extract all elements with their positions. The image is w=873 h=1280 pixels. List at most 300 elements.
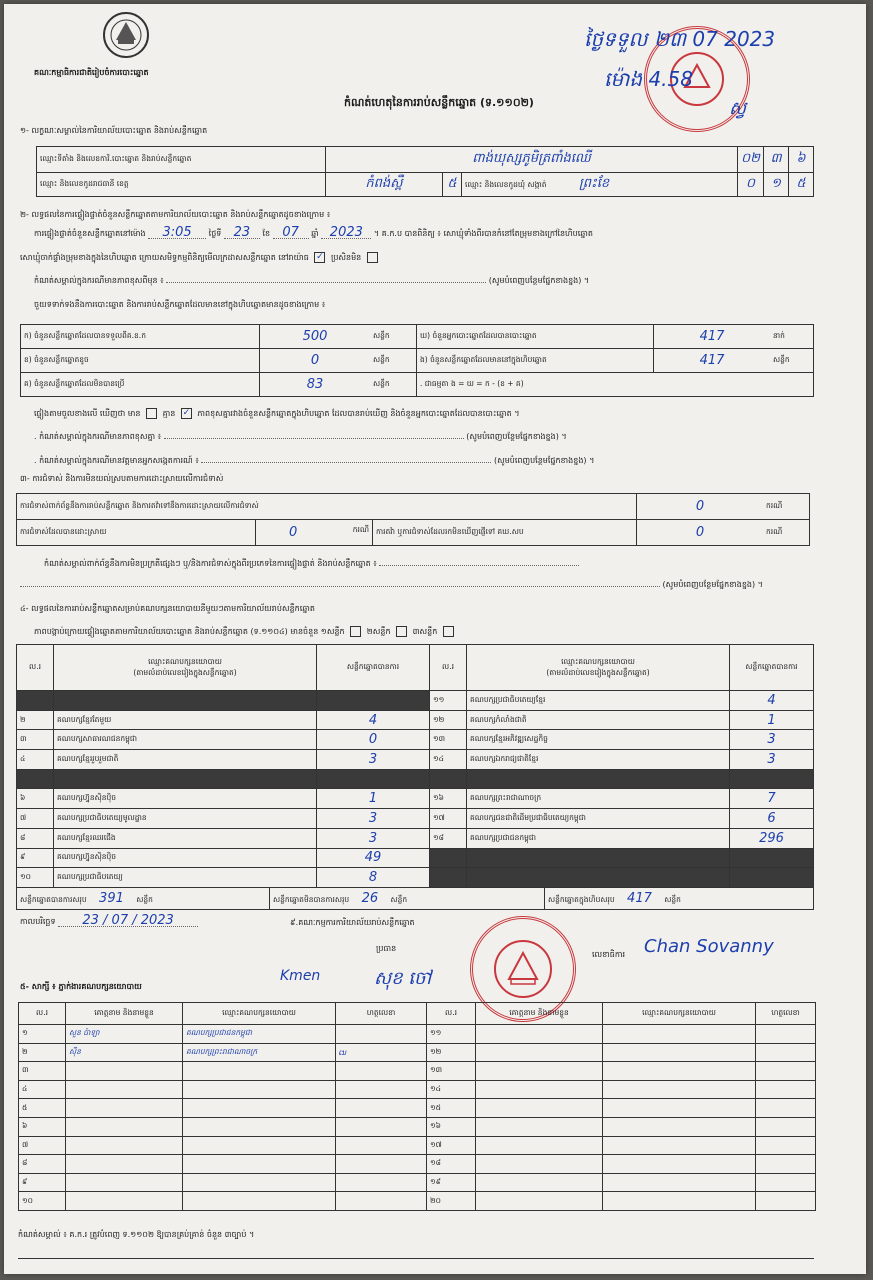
month-label: ខែ xyxy=(262,229,271,238)
witness-party-right xyxy=(603,1099,756,1118)
party-name-left: គណបក្សខ្មែរឈរជើង xyxy=(54,828,317,848)
witness-party-left: គណបក្សប្រជាជនកម្ពុជា xyxy=(183,1025,336,1044)
party-votes-left: 8 xyxy=(317,868,430,888)
witness-row xyxy=(19,1192,816,1211)
witness-party-left xyxy=(183,1136,336,1155)
witness-no-left: ១០ xyxy=(19,1192,66,1211)
witness-sig-left xyxy=(336,1192,427,1211)
count-e-unit: សន្លឹក xyxy=(770,349,814,373)
party-no-left: ៤ xyxy=(17,750,54,770)
witness-name-left xyxy=(66,1173,183,1192)
witness-col-sig-left: ហត្ថលេខា xyxy=(336,1003,427,1025)
party-votes-right: 1 xyxy=(730,710,814,730)
party-votes-right: 3 xyxy=(730,750,814,770)
complaints-label: ការជំទាស់ពាក់ព័ន្ធនឹងការរាប់សន្លឹកឆ្នោត និងការតវ៉ាទៅនឹងការដោះស្រាយលើការជំទាស់ xyxy=(17,494,637,520)
count-c-value: 83 xyxy=(260,373,371,397)
witness-name-right xyxy=(476,1192,603,1211)
witness-party-left xyxy=(183,1062,336,1081)
total-all-cell xyxy=(545,888,814,910)
date-line xyxy=(20,913,198,928)
witness-party-right xyxy=(603,1173,756,1192)
party-name-right xyxy=(467,868,730,888)
witness-no-right: ១៣ xyxy=(427,1062,476,1081)
witness-sig-right xyxy=(756,1117,816,1136)
col-party-left xyxy=(54,645,317,691)
year-label: ឆ្នាំ xyxy=(311,229,319,238)
chair-signature: សុខ ចៅ xyxy=(374,968,432,989)
witness-no-right: ១៦ xyxy=(427,1117,476,1136)
total-invalid-label: សន្លឹកឆ្នោតមិនបានការសរុប xyxy=(273,895,350,904)
col-no-left: ល.រ xyxy=(17,645,54,691)
party-no-left xyxy=(17,769,54,789)
difference-note-label: កំណត់សម្គាល់ក្នុងករណីមានភាពខុសពីមុន ៖ xyxy=(34,276,164,285)
section4-title: ៤- លទ្ធផលនៃការរាប់សន្លឹកឆ្នោតសម្រាប់គណបក្សនយោបាយនីមួយៗតាមការិយាល័យរាប់សន្លឹកឆ្នោត xyxy=(20,604,315,613)
party-no-right: ១៦ xyxy=(430,789,467,809)
count-b-label: ខ) ចំនួនសន្លឹកឆ្នោតខូច xyxy=(21,349,260,373)
party-name-right: គណបក្សព្រះរាជាណាចក្រ xyxy=(467,789,730,809)
attachment-3-checkbox[interactable] xyxy=(443,626,454,637)
party-votes-right: 3 xyxy=(730,730,814,750)
witness-no-left: ៨ xyxy=(19,1155,66,1174)
party-name-right: គណបក្សខ្មែរអភិវឌ្ឍសេដ្ឋកិច្ច xyxy=(467,730,730,750)
total-all-value: 417 xyxy=(627,891,652,906)
verification-year: 2023 xyxy=(321,228,371,239)
province-label: ឈ្មោះ និងលេខកូដរាជធានី ខេត្ត xyxy=(37,173,326,197)
ballot-difference-line xyxy=(34,408,854,419)
party-row xyxy=(17,789,814,809)
seal-not-ok-label: ប្រសិនមិន xyxy=(330,253,362,262)
party-votes-right: 4 xyxy=(730,691,814,711)
count-d-value: 417 xyxy=(654,325,771,349)
party-name-right: គណបក្សប្រជាជនកម្ពុជា xyxy=(467,828,730,848)
party-row xyxy=(17,868,814,888)
witness-col-sig-right: ហត្ថលេខា xyxy=(756,1003,816,1025)
witness-no-right: ១៩ xyxy=(427,1173,476,1192)
witness-row xyxy=(19,1080,816,1099)
total-all-label: សន្លឹកឆ្នោតក្នុងហិបសរុប xyxy=(548,895,615,904)
section5-title: ៥- សាក្សី ៖ ភ្នាក់ងារគណបក្សនយោបាយ xyxy=(20,982,142,991)
witness-no-left: ៦ xyxy=(19,1117,66,1136)
witness-no-right: ១១ xyxy=(427,1025,476,1044)
count-e-value: 417 xyxy=(654,349,771,373)
witness-no-right: ១៥ xyxy=(427,1099,476,1118)
party-votes-right: 296 xyxy=(730,828,814,848)
witness-row xyxy=(19,1155,816,1174)
party-name-left: គណបក្សប្រជាធិបតេយ្យ xyxy=(54,868,317,888)
resolved-label: ការជំទាស់ដែលបានដោះស្រាយ xyxy=(17,520,256,546)
witness-name-right xyxy=(476,1062,603,1081)
verification-time: 3:05 xyxy=(148,228,206,239)
commune-cell xyxy=(462,173,738,197)
witness-party-right xyxy=(603,1155,756,1174)
col-party-right xyxy=(467,645,730,691)
party-no-left xyxy=(17,691,54,711)
witness-table xyxy=(18,1002,816,1211)
witness-sig-left: ເນ xyxy=(336,1043,427,1062)
verification-prefix: ការផ្ទៀងផ្ទាត់ចំនួនសន្លឹកឆ្នោតនៅម៉ោង xyxy=(34,229,146,238)
count-a-value: 500 xyxy=(260,325,371,349)
witness-no-right: ១៨ xyxy=(427,1155,476,1174)
party-row xyxy=(17,769,814,789)
witness-no-left: ១ xyxy=(19,1025,66,1044)
committee-label: ៩.គណៈកម្មការការិយាល័យរាប់សន្លឹកឆ្នោត xyxy=(290,918,415,927)
count-e-label: ង) ចំនួនសន្លឹកឆ្នោតដែលមាននៅក្នុងហិបឆ្នោត xyxy=(417,349,654,373)
col-votes-left: សន្លឹកឆ្នោតបានការ xyxy=(317,645,430,691)
commune-code-2: ១ xyxy=(764,173,789,197)
forwarded-value: 0 xyxy=(637,520,764,546)
witness-party-left xyxy=(183,1099,336,1118)
witness-sig-left xyxy=(336,1025,427,1044)
difference-no-checkbox[interactable]: ✓ xyxy=(182,408,191,418)
count-d-unit: នាក់ xyxy=(770,325,814,349)
commune-code-3: ៥ xyxy=(789,173,814,197)
witness-name-right xyxy=(476,1025,603,1044)
party-row xyxy=(17,730,814,750)
difference-explain-line xyxy=(34,432,834,442)
party-no-left: ៧ xyxy=(17,809,54,829)
witness-no-right: ១២ xyxy=(427,1043,476,1062)
party-no-right: ១៣ xyxy=(430,730,467,750)
witness-name-left: សួន ប៉ាឡា xyxy=(66,1025,183,1044)
witness-col-no-left: ល.រ xyxy=(19,1003,66,1025)
received-time: ម៉ោង 4.58 xyxy=(604,67,693,91)
witness-col-name-right: គោត្តនាម និងនាមខ្លួន xyxy=(476,1003,603,1025)
party-name-left xyxy=(54,691,317,711)
party-no-left: ៣ xyxy=(17,730,54,750)
party-name-left: គណបក្សសាធារណជនកម្ពុជា xyxy=(54,730,317,750)
witness-name-right xyxy=(476,1173,603,1192)
witness-no-right: ២០ xyxy=(427,1192,476,1211)
party-no-right: ១៨ xyxy=(430,828,467,848)
witness-no-left: ៤ xyxy=(19,1080,66,1099)
witness-no-left: ៩ xyxy=(19,1173,66,1192)
attachment-text: ភាពបង្កាប់ក្រោយផ្ទៀងឆ្នោតតាមការិយាល័យបោះឆ្នោត និងរាប់សន្លឹកឆ្នោត (ទ.១១០៤) មានចំនួន ១សន្លឹក xyxy=(34,627,345,636)
difference-no-label: គ្មាន xyxy=(162,409,176,418)
party-no-left: ៩ xyxy=(17,848,54,868)
witness-no-right: ១៤ xyxy=(427,1080,476,1099)
footer-rule xyxy=(18,1258,814,1259)
observer-note-line xyxy=(34,456,834,466)
witness-party-right xyxy=(603,1025,756,1044)
location-label: ឈ្មោះទីតាំង និងលេខការិ.បោះឆ្នោត និងរាប់សន្លឹកឆ្នោត xyxy=(37,147,326,173)
party-name-right: គណបក្សឯករាជ្យជាតិខ្មែរ xyxy=(467,750,730,770)
form-title: កំណត់ហេតុនៃការរាប់សន្លឹកឆ្នោត (ទ.១១០២) xyxy=(344,96,534,109)
witness-sig-right xyxy=(756,1099,816,1118)
location-digit-1: ០២ xyxy=(737,147,763,173)
party-votes-right xyxy=(730,868,814,888)
witness-name-left xyxy=(66,1192,183,1211)
party-votes-right: 7 xyxy=(730,789,814,809)
first-signature: Kmen xyxy=(280,968,321,984)
location-digit-2: ៣ xyxy=(764,147,789,173)
org-name: គណៈកម្មាធិការជាតិរៀបចំការបោះឆ្នោត xyxy=(34,68,149,77)
witness-sig-right xyxy=(756,1155,816,1174)
witness-sig-left xyxy=(336,1062,427,1081)
footer-note: កំណត់សម្គាល់ ៖ គ.ក.រ ត្រូវបំពេញ ទ.១១០២ ឱ្យបានគ្រប់គ្រាន់ ចំនួន ៣ច្បាប់ ។ xyxy=(18,1230,255,1239)
witness-body xyxy=(19,1025,816,1211)
party-no-left: ២ xyxy=(17,710,54,730)
witness-name-left xyxy=(66,1080,183,1099)
total-invalid-value: 26 xyxy=(361,891,379,906)
party-votes-left xyxy=(317,691,430,711)
resolved-value: 0 xyxy=(289,525,298,540)
difference-note-hint: (សូមបំពេញបន្ថែមផ្នែកខាងខ្នង) ។ xyxy=(488,276,590,285)
count-d-label: ឃ) ចំនួនអ្នកបោះឆ្នោតដែលបានបោះឆ្នោត xyxy=(417,325,654,349)
attachment-3-label: ៣សន្លឹក xyxy=(412,627,438,636)
party-name-right: គណបក្សប្រជាធិបតេយ្យខ្មែរ xyxy=(467,691,730,711)
witness-name-right xyxy=(476,1155,603,1174)
witness-row xyxy=(19,1043,816,1062)
province-value: កំពង់ស្ពឺ xyxy=(326,173,443,197)
party-row xyxy=(17,809,814,829)
secretary-signature: Chan Sovanny xyxy=(644,936,774,957)
complaints-value: 0 xyxy=(637,494,764,520)
witness-sig-left xyxy=(336,1080,427,1099)
total-valid-label: សន្លឹកឆ្នោតបានការសរុប xyxy=(20,895,87,904)
witness-row xyxy=(19,1117,816,1136)
date-value: 23 / 07 / 2023 xyxy=(58,916,198,927)
witness-col-party-right: ឈ្មោះគណបក្សនយោបាយ xyxy=(603,1003,756,1025)
witness-party-right xyxy=(603,1080,756,1099)
party-name-left: គណបក្សប្រជាធិបតេយ្យមូលដ្ឋាន xyxy=(54,809,317,829)
witness-name-right xyxy=(476,1099,603,1118)
difference-explain-label: . កំណត់សម្គាល់ក្នុងករណីមានភាពខុសគ្នា ៖ xyxy=(34,432,162,441)
witness-no-left: ៧ xyxy=(19,1136,66,1155)
witness-sig-right xyxy=(756,1043,816,1062)
witness-name-right xyxy=(476,1080,603,1099)
witness-name-right xyxy=(476,1136,603,1155)
party-name-left: គណបក្សហ្វ៊ុនស៊ិនប៉ិច xyxy=(54,789,317,809)
col-party-right-sub: (តាមលំដាប់លេខរៀងក្នុងសន្លឹកឆ្នោត) xyxy=(546,667,650,677)
difference-explain-hint: (សូមបំពេញបន្ថែមផ្នែកខាងខ្នង) ។ xyxy=(466,432,567,441)
party-name-left: គណបក្សហ្វ៊ុនស៊ិនប៉ិច xyxy=(54,848,317,868)
party-name-left: គណបក្សខ្មែររួបរួមជាតិ xyxy=(54,750,317,770)
party-votes-right xyxy=(730,769,814,789)
observer-note-hint: (សូមបំពេញបន្ថែមផ្នែកខាងខ្នង) ។ xyxy=(493,456,595,465)
witness-party-left xyxy=(183,1192,336,1211)
location-digit-3: ៦ xyxy=(789,147,814,173)
section2-title: ២- លទ្ធផលនៃការផ្ទៀងផ្ទាត់ចំនួនសន្លឹកឆ្នោតតាមការិយាល័យបោះឆ្នោត និងរាប់សន្លឹកឆ្នោតដូចខាងក្រោម ៖ xyxy=(20,210,331,219)
commune-value: ព្រះខែ xyxy=(578,176,610,191)
witness-col-no-right: ល.រ xyxy=(427,1003,476,1025)
ballot-difference-text: ភាពខុសគ្នារវាងចំនួនសន្លឹកឆ្នោតក្នុងហិបឆ្នោត ដែលបានរាប់ឃើញ និងចំនួនអ្នកបោះឆ្នោតដែលបានបោះឆ្នោត ។ xyxy=(197,409,520,418)
formula-note: . ជាធម្មតា ង = ឃ = ក - (ខ + គ) xyxy=(417,373,814,397)
witness-name-left xyxy=(66,1155,183,1174)
party-no-right: ១៧ xyxy=(430,809,467,829)
irregularity-note-line2 xyxy=(20,580,820,590)
witness-name-right xyxy=(476,1043,603,1062)
verification-suffix: ។ គ.ក.ប បានពិនិត្យ ៖ សោឃ្មុំទាំងពីរបានកំនៅតែម្រុមខាងក្រៅនៃហិបឆ្នោត xyxy=(373,229,593,238)
witness-row xyxy=(19,1099,816,1118)
section1-title: ១- លក្ខណៈសម្គាល់នៃការិយាល័យបោះឆ្នោត និងរាប់សន្លឹកឆ្នោត xyxy=(20,126,208,135)
complaints-unit: ករណី xyxy=(763,494,810,520)
witness-sig-right xyxy=(756,1192,816,1211)
difference-note-line xyxy=(34,276,834,286)
count-a-label: ក) ចំនួនសន្លឹកឆ្នោតដែលបានទទួលពីគ.ខ.ក xyxy=(21,325,260,349)
party-row xyxy=(17,691,814,711)
forwarded-unit: ករណី xyxy=(763,520,810,546)
section1-table xyxy=(36,146,814,197)
attachment-line xyxy=(34,626,834,637)
witness-party-right xyxy=(603,1062,756,1081)
col-party-left-title: ឈ្មោះគណបក្សនយោបាយ xyxy=(148,656,222,666)
witness-party-left xyxy=(183,1155,336,1174)
party-name-right xyxy=(467,769,730,789)
witness-name-left xyxy=(66,1062,183,1081)
witness-party-left: គណបក្សព្រះរាជាណាចក្រ xyxy=(183,1043,336,1062)
witness-sig-right xyxy=(756,1136,816,1155)
irregularity-note xyxy=(44,559,834,569)
chair-label: ប្រធាន xyxy=(376,944,397,953)
witness-no-left: ៣ xyxy=(19,1062,66,1081)
commune-code-1: ០ xyxy=(737,173,763,197)
observer-note-label: . កំណត់សម្គាល់ក្នុងករណីមានវត្តមានអ្នកសង្កេតការណ៍ ៖ xyxy=(34,456,199,465)
seal-check-text: សោឃ្មុំចាក់ផ្ទាំងម្រុមខាងក្នុងនៃហិបឆ្នោត ក្រោយសមិទ្ធកម្មពិនិត្យមើលក្រដាសសន្លឹកឆ្នោត នៅរាយ៉ាធ xyxy=(20,253,309,262)
verification-line xyxy=(34,225,854,240)
party-name-left: គណបក្សខ្មែរតែមួយ xyxy=(54,710,317,730)
party-votes-left: 3 xyxy=(317,809,430,829)
witness-no-left: ៥ xyxy=(19,1099,66,1118)
day-label: ថ្ងៃទី xyxy=(208,229,222,238)
attachment-2-label: ២សន្លឹក xyxy=(366,627,391,636)
party-name-right xyxy=(467,848,730,868)
witness-name-right xyxy=(476,1117,603,1136)
total-invalid-unit: សន្លឹក xyxy=(390,895,408,904)
witness-sig-left xyxy=(336,1099,427,1118)
counts-table xyxy=(20,324,814,397)
party-row xyxy=(17,710,814,730)
total-all-unit: សន្លឹក xyxy=(664,895,681,904)
count-a-unit: សន្លឹក xyxy=(370,325,417,349)
witness-party-left xyxy=(183,1173,336,1192)
party-votes-right: 6 xyxy=(730,809,814,829)
total-invalid-cell xyxy=(270,888,545,910)
resolved-unit: ករណី xyxy=(352,525,369,534)
irregularity-note-hint: (សូមបំពេញបន្ថែមផ្នែកខាងខ្នង) ។ xyxy=(662,580,763,589)
party-row xyxy=(17,828,814,848)
party-no-right: ១២ xyxy=(430,710,467,730)
witness-row xyxy=(19,1136,816,1155)
witness-party-left xyxy=(183,1117,336,1136)
witness-name-left xyxy=(66,1117,183,1136)
party-votes-left xyxy=(317,769,430,789)
witness-col-name-left: គោត្តនាម និងនាមខ្លួន xyxy=(66,1003,183,1025)
party-no-right: ១៤ xyxy=(430,750,467,770)
party-no-right: ១១ xyxy=(430,691,467,711)
seal-check-line xyxy=(20,252,840,263)
complaints-table xyxy=(16,493,810,546)
party-name-right: គណបក្សជនជាតិដើមប្រជាធិបតេយ្យកម្ពុជា xyxy=(467,809,730,829)
verification-month: 07 xyxy=(273,228,309,239)
witness-col-party-left: ឈ្មោះគណបក្សនយោបាយ xyxy=(183,1003,336,1025)
col-no-right: ល.រ xyxy=(430,645,467,691)
province-code: ៥ xyxy=(443,173,462,197)
col-votes-right: សន្លឹកឆ្នោតបានការ xyxy=(730,645,814,691)
totals-table xyxy=(16,887,814,910)
witness-name-left xyxy=(66,1099,183,1118)
witness-party-right xyxy=(603,1043,756,1062)
received-date: ថ្ងៃទទួល ២៣ 07 2023 xyxy=(584,27,776,51)
party-no-right xyxy=(430,848,467,868)
party-no-left: ៨ xyxy=(17,828,54,848)
witness-party-right xyxy=(603,1117,756,1136)
party-votes-left: 1 xyxy=(317,789,430,809)
party-results-body xyxy=(17,691,814,888)
party-no-left: ១០ xyxy=(17,868,54,888)
witness-sig-left xyxy=(336,1136,427,1155)
count-c-unit: សន្លឹក xyxy=(370,373,417,397)
forwarded-label: ការតវ៉ា ឬការជំទាស់ដែលរកមិនឃើញផ្ញើទៅ គឃ.សប xyxy=(373,520,637,546)
party-votes-right xyxy=(730,848,814,868)
col-party-left-sub: (តាមលំដាប់លេខរៀងក្នុងសន្លឹកឆ្នោត) xyxy=(133,667,237,677)
secretary-label: លេខាធិការ xyxy=(592,950,626,959)
commune-label: ឈ្មោះ និងលេខកូដឃុំ សង្កាត់ xyxy=(465,180,547,189)
total-valid-cell xyxy=(17,888,270,910)
party-row xyxy=(17,848,814,868)
date-label: កាលបរិច្ឆេទ xyxy=(20,917,56,926)
ballot-difference-label: ផ្ទៀងតាមចួលខាងលើ ឃើញថា មាន xyxy=(34,409,141,418)
party-votes-left: 0 xyxy=(317,730,430,750)
party-votes-left: 49 xyxy=(317,848,430,868)
witness-no-right: ១៧ xyxy=(427,1136,476,1155)
witness-row xyxy=(19,1025,816,1044)
difference-yes-checkbox[interactable] xyxy=(146,408,157,419)
witness-row xyxy=(19,1062,816,1081)
seal-not-ok-checkbox[interactable] xyxy=(367,252,378,263)
party-no-right xyxy=(430,868,467,888)
witness-party-right xyxy=(603,1192,756,1211)
party-no-right xyxy=(430,769,467,789)
count-b-value: 0 xyxy=(260,349,371,373)
party-name-left xyxy=(54,769,317,789)
total-valid-value: 391 xyxy=(99,891,124,906)
party-results-table xyxy=(16,644,814,888)
form-sheet xyxy=(4,4,866,1274)
witness-name-left xyxy=(66,1136,183,1155)
party-no-left: ៦ xyxy=(17,789,54,809)
col-party-right-title: ឈ្មោះគណបក្សនយោបាយ xyxy=(561,656,635,666)
irregularity-note-label: កំណត់សម្គាល់ពាក់ព័ន្ធនឹងការមិនប្រក្រតីផ្សេងៗ ឬ/និងការជំទាស់ក្នុងពីរប្រភេទនៃការផ្ទៀងផ្ទាត់ និងរាប់សន្លឹកឆ្នោត ៖ xyxy=(44,559,377,568)
witness-sig-left xyxy=(336,1155,427,1174)
count-b-unit: សន្លឹក xyxy=(370,349,417,373)
party-votes-left: 4 xyxy=(317,710,430,730)
count-c-label: គ) ចំនួនសន្លឹកឆ្នោតដែលមិនបានប្រើ xyxy=(21,373,260,397)
section3-title: ៣- ការជំទាស់ និងការមិនយល់ស្របតាមការដោះស្រាយលើការជំទាស់ xyxy=(20,474,224,483)
witness-sig-right xyxy=(756,1080,816,1099)
witness-no-left: ២ xyxy=(19,1043,66,1062)
party-name-right: គណបក្សកំលាំងជាតិ xyxy=(467,710,730,730)
witness-name-left: ស៊ីន xyxy=(66,1043,183,1062)
witness-sig-right xyxy=(756,1062,816,1081)
verification-day: 23 xyxy=(224,228,260,239)
witness-sig-right xyxy=(756,1173,816,1192)
attachment-2-checkbox[interactable] xyxy=(396,626,407,637)
committee-seal-emblem-icon xyxy=(491,937,555,1001)
witness-party-left xyxy=(183,1080,336,1099)
witness-party-right xyxy=(603,1136,756,1155)
attachment-1-checkbox[interactable] xyxy=(350,626,361,637)
witness-sig-left xyxy=(336,1173,427,1192)
party-row xyxy=(17,750,814,770)
party-votes-left: 3 xyxy=(317,750,430,770)
seal-ok-checkbox[interactable]: ✓ xyxy=(316,252,324,262)
location-value: ពាង់ឃុស្សភូមិត្រពាំងឈើ xyxy=(326,147,738,173)
resolved-cell xyxy=(256,520,373,546)
total-valid-unit: សន្លឹក xyxy=(136,895,153,904)
witness-sig-right xyxy=(756,1025,816,1044)
count-intro: ចួយទទាក់ទងនឹងការបោះឆ្នោត និងការរាប់សន្លឹកឆ្នោតដែលមាននៅក្នុងហិបឆ្នោតមានដូចខាងក្រោម ៖ xyxy=(34,300,326,309)
party-votes-left: 3 xyxy=(317,828,430,848)
